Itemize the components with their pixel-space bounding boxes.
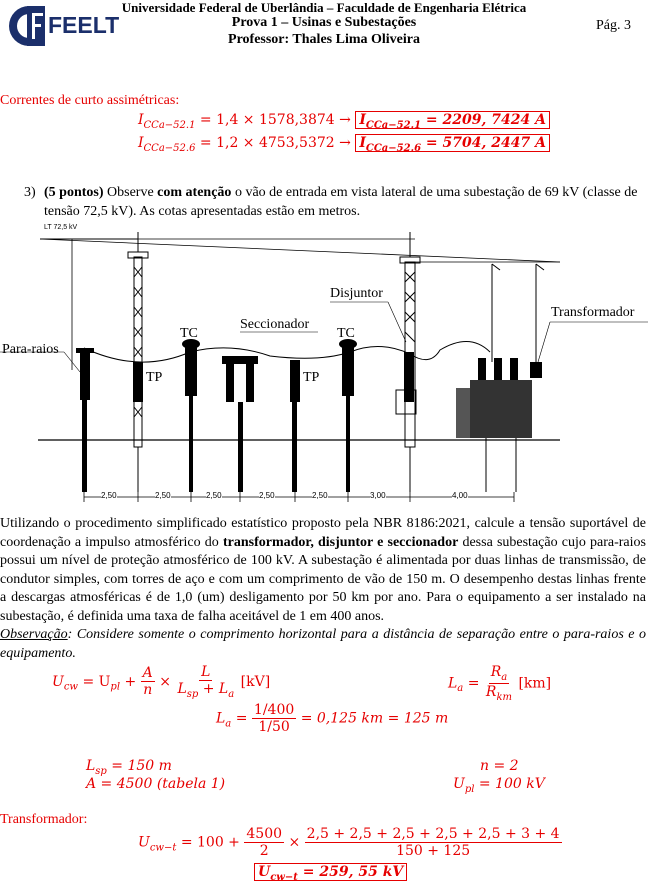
label-tc-1: TC xyxy=(180,326,198,341)
dim-6: 3,00 xyxy=(370,491,386,500)
la-formula: $L_a$ = $\frac{R_a}{R_{km}}$ [km] xyxy=(448,664,552,703)
label-para-raios: Para-raios xyxy=(2,342,59,357)
label-tp-1: TP xyxy=(146,370,163,385)
header-university: Universidade Federal de Uberlândia – Faculdade de Engenharia Elétrica xyxy=(121,0,527,15)
a-value: A = 4500 (tabela 1) xyxy=(86,776,226,792)
logo-text: FEELT xyxy=(48,12,120,38)
dim-1: 2,50 xyxy=(101,491,117,500)
label-disjuntor: Disjuntor xyxy=(330,286,383,301)
page-number: Pág. 3 xyxy=(596,18,631,33)
question-number: 3) xyxy=(24,185,36,200)
line-label: LT 72,5 kV xyxy=(44,224,78,231)
la-calc: $L_a$ = $\frac{1/400}{1/50}$ = 0,125 km = 125 m xyxy=(216,702,449,735)
header-exam: Prova 1 – Usinas e Subestações xyxy=(231,15,417,30)
n-value: n = 2 xyxy=(480,758,519,774)
dim-4: 2,50 xyxy=(259,491,275,500)
ucw-formula: $U_{cw} = U_{pl}$ + $\frac{A}{n}$ × $\frac{L}{L_{sp} + L_a}$ [kV] xyxy=(52,664,271,700)
label-tc-2: TC xyxy=(337,326,355,341)
result-box-1: $I_{CCa-52.1} = 2209$, 7424 A xyxy=(355,111,550,129)
correntes-title: Correntes de curto assimétricas: xyxy=(0,93,180,108)
problem-paragraph: Utilizando o procedimento simplificado estatístico proposto pela NBR 8186:2021, calcule a tensão suportável de coordenação a impulso atmosférico do transformador, disjuntor e seccionador dessa subestação cujo para-raios possui um nível de proteção atmosférico de 100 kV. A subestação é alimentada por duas linhas de transmissão, de condutor simples, com torres de aço e com um comprimento de vão de 150 m. O desempenho destas linhas frente a descargas atmosféricas é de 1,0 (um) desligamento por 50 km por ano. Para o equipamento a ser instalado na subestação, é definida uma taxa de falha aceitável de 1 em 400 anos. xyxy=(0,516,646,624)
observacao: Observação: Considere somente o comprimento horizontal para a distância de separação entre o para-raios e o equipamento. xyxy=(0,627,646,661)
label-transformador: Transformador xyxy=(551,305,635,320)
question-text: (5 pontos) Observe com atenção o vão de entrada em vista lateral de uma subestação de 69 kV (classe de tensão 72,5 kV). As cotas apresentadas estão em metros. xyxy=(44,185,638,219)
header-professor: Professor: Thales Lima Oliveira xyxy=(228,32,420,47)
upl-value: $U_{pl} = 100$ kV xyxy=(453,776,545,795)
lsp-value: $L_{sp} = 150$ m xyxy=(86,758,172,777)
dim-3: 2,50 xyxy=(206,491,222,500)
substation-diagram xyxy=(0,222,648,512)
correntes-eq2: $I_{CCa-52.6} = 1,2 \times 4753,5372 \to I_{CCa-52.6} = 5704$, 2447 A xyxy=(138,135,550,154)
label-tp-2: TP xyxy=(303,370,320,385)
result-box-2: $I_{CCa-52.6} = 5704$, 2447 A xyxy=(355,134,550,152)
transformador-result: $U_{cw-t} = 259$, 55 kV xyxy=(254,864,407,883)
dim-7: 4,00 xyxy=(452,491,468,500)
transformador-title: Transformador: xyxy=(0,812,88,827)
correntes-eq1: $I_{CCa-52.1} = 1,4 \times 1578,3874 \to I_{CCa-52.1} = 2209$, 7424 A xyxy=(138,112,550,131)
transformador-formula: $U_{cw-t} = 100$ + $\frac{4500}{2}$ × $\frac{2,5 + 2,5 + 2,5 + 2,5 + 2,5 + 3 + 4}{150 + 125}$ xyxy=(138,826,560,859)
dim-5: 2,50 xyxy=(312,491,328,500)
dim-2: 2,50 xyxy=(155,491,171,500)
label-seccionador: Seccionador xyxy=(240,317,310,332)
